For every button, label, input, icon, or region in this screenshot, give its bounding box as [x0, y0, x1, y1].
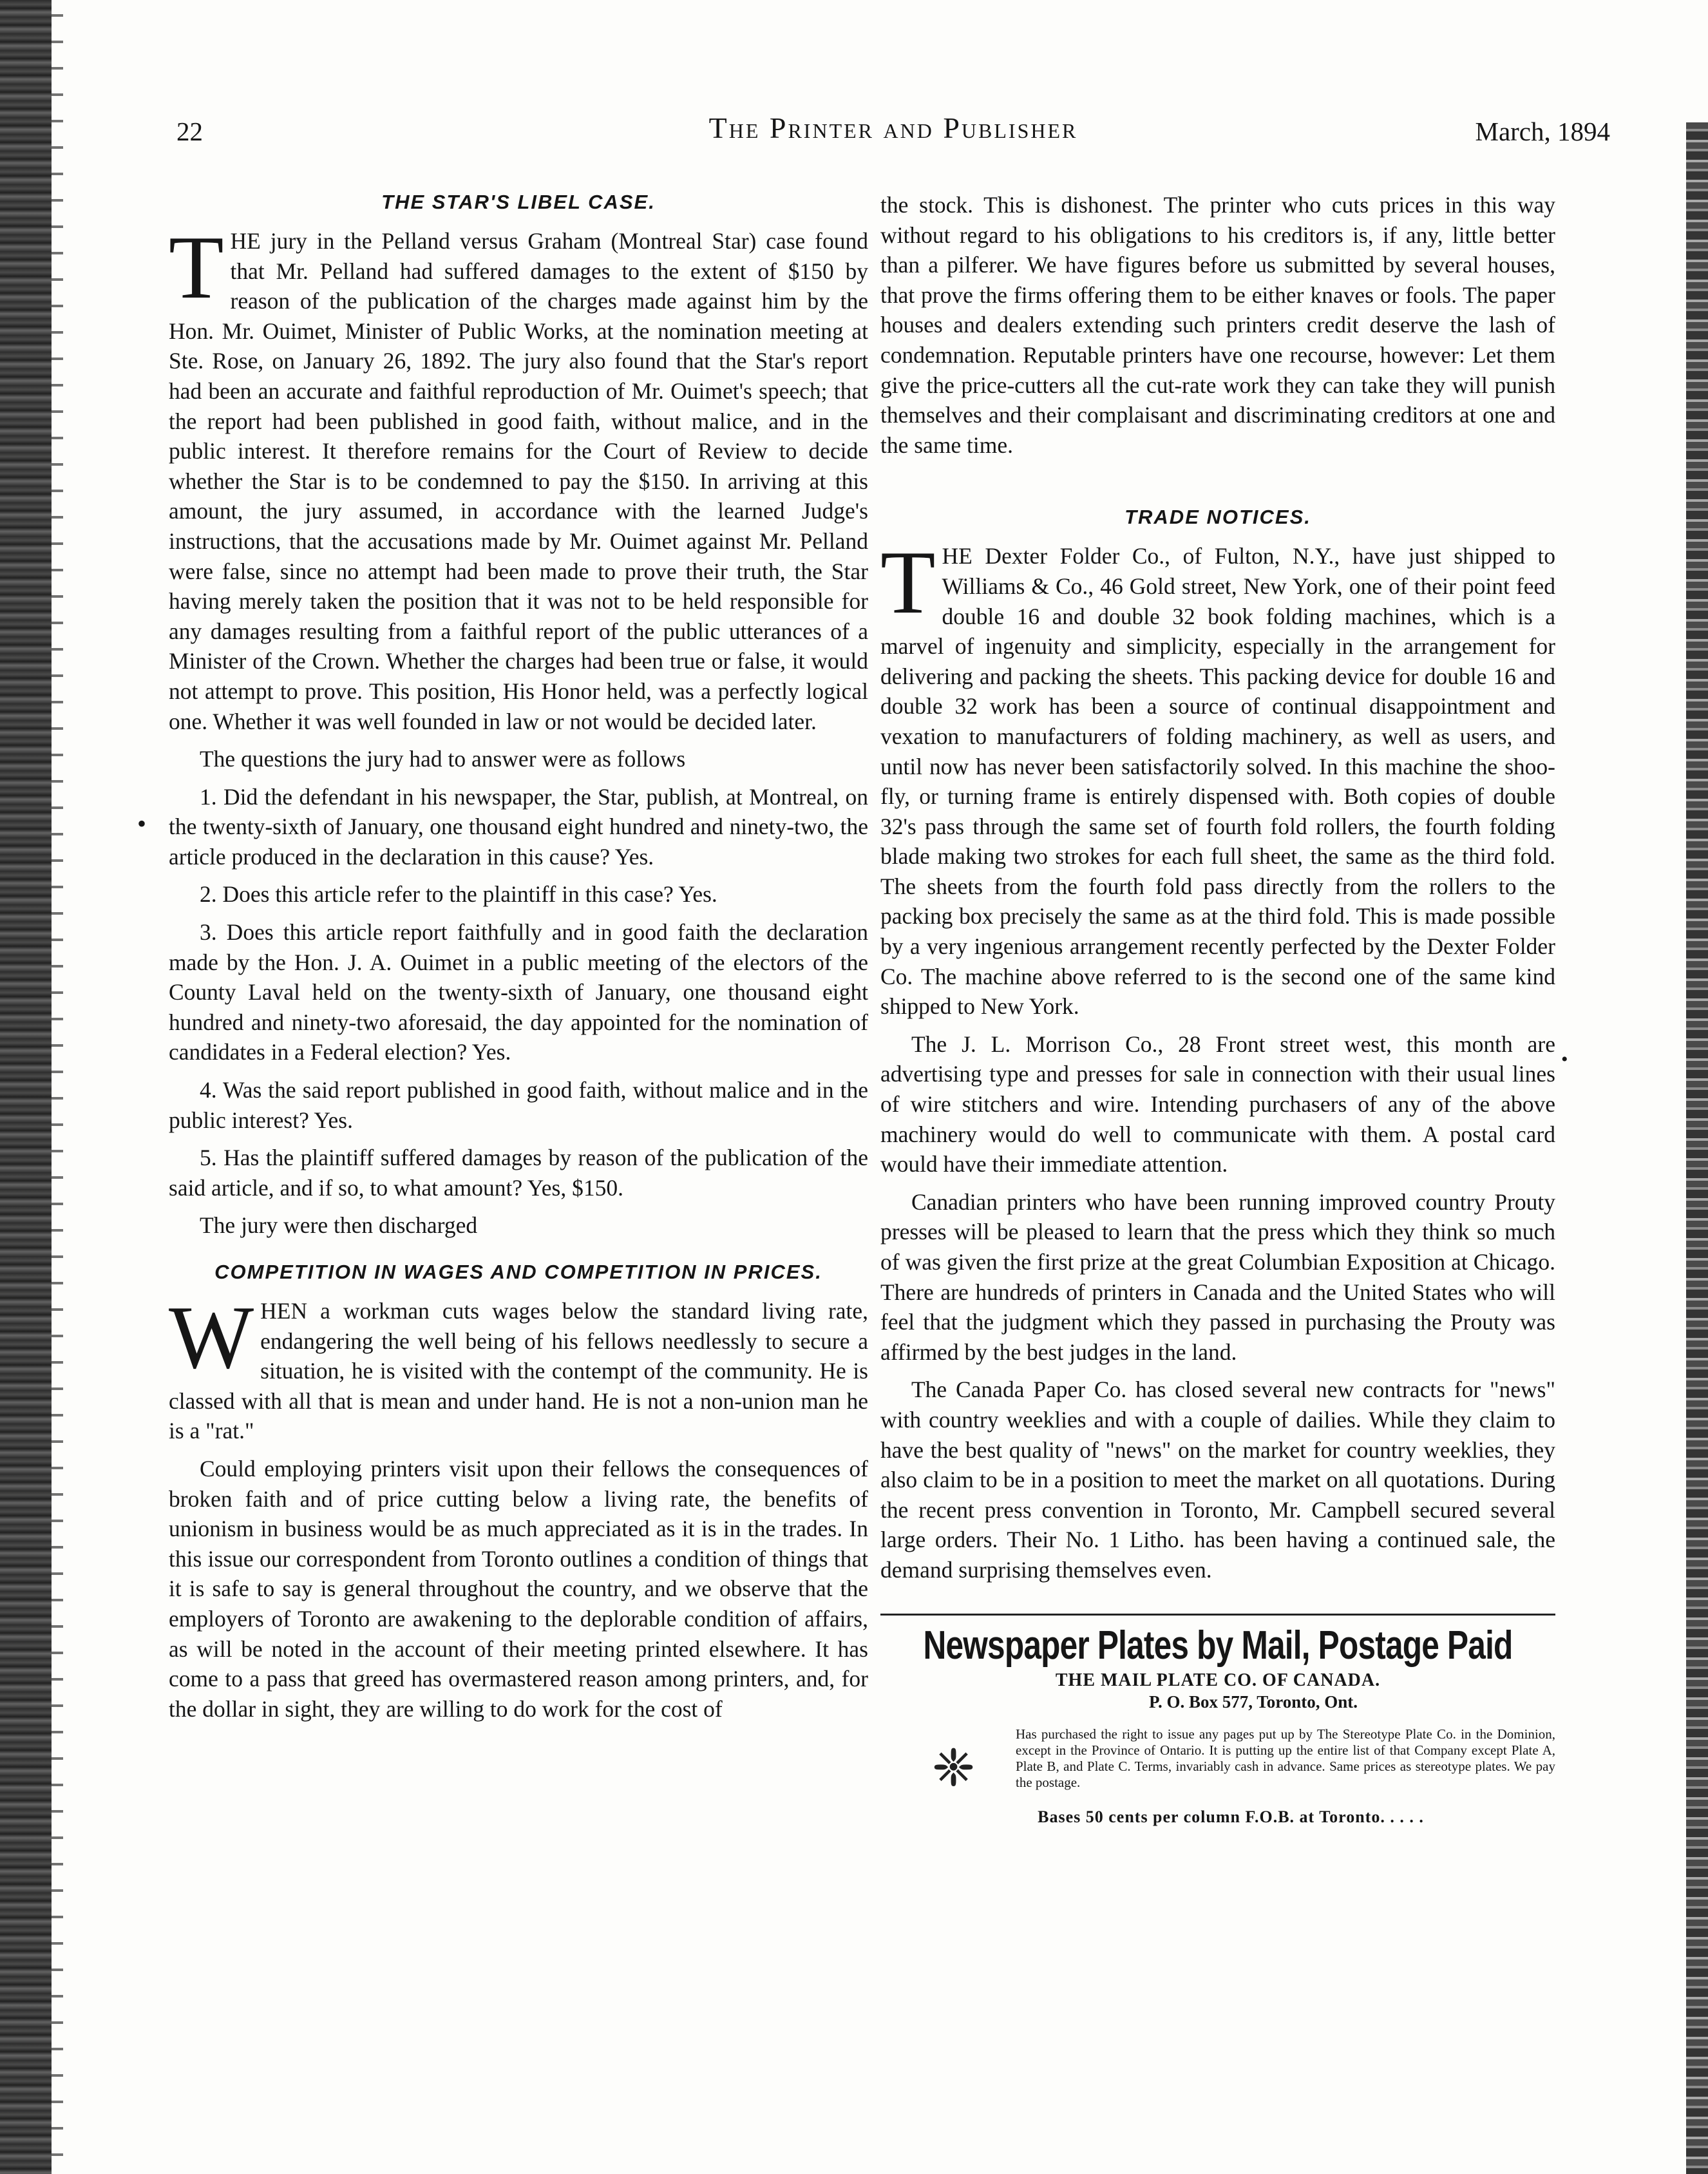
- stray-mark: •: [1561, 1049, 1568, 1070]
- ad-headline: Newspaper Plates by Mail, Postage Paid: [923, 1623, 1513, 1668]
- scan-binding-shadow: [52, 0, 63, 2174]
- issue-date: March, 1894: [1475, 117, 1610, 146]
- drop-cap: T: [880, 533, 936, 633]
- ad-body-text: Has purchased the right to issue any pages put up by The Stereotype Plate Co. in the Dominion, except in the Province of Ontario. It is putting up the entire list of that Company except Plate A, Plate B, and Plate C. Terms, invariably cash in advance. Same prices as stereotype plates. We pay the postage.: [1016, 1726, 1555, 1791]
- trade-paragraph-3: Canadian printers who have been running improved country Prouty presses will be pleased to learn that the press which they think so much of was given the first prize at the great Columbian Exposition at Chicago. There are hundreds of printers in Canada and the United States who will feel that the judgment which they passed in purchasing the Prouty was affirmed by the best judges in the land.: [880, 1188, 1555, 1365]
- ad-footer: Bases 50 cents per column F.O.B. at Toronto. . . . .: [1038, 1807, 1424, 1827]
- libel-question-4: 4. Was the said report published in good faith, without malice and in the public interest? Yes.: [169, 1077, 868, 1133]
- scan-binding-edge: [0, 0, 52, 2174]
- libel-question-2: 2. Does this article refer to the plaintiff in this case? Yes.: [200, 881, 717, 908]
- ad-company: THE MAIL PLATE CO. OF CANADA.: [1055, 1670, 1381, 1691]
- trade-paragraph-4: The Canada Paper Co. has closed several new contracts for "news" with country weeklies and with a couple of dailies. While they claim to have the best quality of "news" on the market for country weeklies, they also claim to be in a position to meet the market on all quotations. During the recent press convention in Toronto, Mr. Campbell secured several large orders. Their No. 1 Litho. has been having a continued sale, the demand surprising themselves even.: [880, 1377, 1555, 1583]
- competition-continued: the stock. This is dishonest. The printer who cuts prices in this way without regard to his obligations to his creditors is, if any, little better than a pilferer. We have figures before us submitted by several houses, that prove the firms offering them to be either knaves or fools. The paper houses and dealers extending such printers credit deserve the lash of condemnation. Reputable printers have one recourse, however: Let them give the price-cutters all the cut-rate work they can take they will punish themselves and their complaisant and discriminating creditors at one and the same time.: [880, 192, 1555, 458]
- competition-heading: COMPETITION IN WAGES AND COMPETITION IN PRICES.: [214, 1261, 822, 1283]
- libel-heading: THE STAR'S LIBEL CASE.: [381, 191, 656, 213]
- competition-paragraph-2: Could employing printers visit upon their fellows the consequences of broken faith and of price cutting below a living rate, the benefits of unionism in business would be as much appreciated as it is in the trades. In this issue our correspondent from Toronto outlines a condition of things that it is safe to say is general throughout the country, and we observe that the employers of Toronto are awakening to the deplorable condition of affairs, as will be noted in the account of their meeting printed elsewhere. It has come to a pass that greed has overmastered reason among printers, and, for the dollar in sight, they are willing to do work for the cost of: [169, 1455, 868, 1722]
- libel-paragraph-1: THE jury in the Pelland versus Graham (Montreal Star) case found that Mr. Pelland had suffered damages to the extent of $150 by reason of the publication of the charges made against him by the Hon. Mr. Ouimet, Minister of Public Works, at the nomination meeting at Ste. Rose, on January 26, 1892. The jury also found that the Star's report had been an accurate and faithful reproduction of Mr. Ouimet's speech; that the report had been published in good faith, without malice, and in the public interest. It therefore remains for the Court of Review to decide whether the Star is to be condemned to pay the $150. In arriving at this amount, the jury assumed, in accordance with the learned Judge's instructions, that the accusations made by Mr. Ouimet against Mr. Pelland were false, since no attempt had been made to prove their truth, the Star having merely taken the position that it was not to be held responsible for any damages resulting from a faithful report of the public utterances of a Minister of the Crown. Whether the charges had been true or false, it would not attempt to prove. This position, His Honor held, was a perfectly logical one. Whether it was well founded in law or not would be decided later.: [169, 218, 868, 734]
- ad-divider: [880, 1614, 1555, 1616]
- libel-question-5: 5. Has the plaintiff suffered damages by reason of the publication of the said article, and if so, to what amount? Yes, $150.: [169, 1145, 868, 1201]
- trade-paragraph-1: THE Dexter Folder Co., of Fulton, N.Y., have just shipped to Williams & Co., 46 Gold street, New York, one of their point feed double 16 and double 32 book folding machines, which is a marvel of ingenuity and simplicity, especially in the arrangement for delivering and packing the sheets. This packing device for double 16 and double 32 work has been a source of continual disappointment and vexation to manufacturers of folding machinery, as well as users, and until now has never been satisfactorily solved. In this machine the shoo-fly, or turning frame is entirely dispensed with. Both copies of double 32's pass through the same set of fourth fold rollers, the fourth folding blade making two strokes for each full sheet, the same as the third fold. The sheets from the fourth fold pass directly from the rollers to the packing box precisely the same as at the third fold. This is made possible by a very ingenious arrangement recently perfected by the Dexter Folder Co. The machine above referred to is the second one of the same kind shipped to New York.: [880, 533, 1555, 1020]
- libel-question-1: 1. Did the defendant in his newspaper, the Star, publish, at Montreal, on the twenty-sixth of January, one thousand eight hundred and ninety-two, the article produced in the declaration in this cause? Yes.: [169, 783, 868, 870]
- drop-cap: W: [169, 1288, 254, 1387]
- libel-paragraph-2: The questions the jury had to answer were as follows: [200, 746, 686, 772]
- competition-paragraph-1: WHEN a workman cuts wages below the standard living rate, endangering the well being of his fellows needlessly to secure a situation, he is visited with the contempt of the community. He is classed with all that is mean and under hand. He is not a non-union man he is a "rat.": [169, 1288, 868, 1444]
- libel-paragraph-3: The jury were then discharged: [200, 1212, 478, 1239]
- trade-heading: TRADE NOTICES.: [1124, 506, 1311, 529]
- left-column: [169, 190, 868, 1724]
- running-header: [176, 111, 1610, 149]
- stray-mark: •: [137, 809, 147, 838]
- trade-paragraph-2: The J. L. Morrison Co., 28 Front street west, this month are advertising type and presses for sale in connection with their usual lines of wire stitchers and wire. Intending purchasers of any of the above machinery would do well to communicate with them. A postal card would have their immediate attention.: [880, 1031, 1555, 1178]
- page-number: 22: [176, 117, 203, 146]
- advertisement: [880, 1623, 1555, 1833]
- scan-right-edge: [1686, 122, 1708, 2174]
- publication-title: The Printer and Publisher: [708, 111, 1078, 144]
- ad-body: [880, 1726, 1555, 1798]
- ornament-icon: ❈: [932, 1740, 976, 1798]
- libel-question-3: 3. Does this article report faithfully and in good faith the declaration made by the Hon. J. A. Ouimet in a public meeting of the electors of the County Laval held on the twenty-sixth of January, one thousand eight hundred and ninety-two aforesaid, the day appointed for the nomination of candidates in a Federal election? Yes.: [169, 919, 868, 1065]
- right-column: [880, 190, 1555, 1833]
- ad-address: P. O. Box 577, Toronto, Ont.: [1148, 1692, 1358, 1712]
- drop-cap: T: [169, 218, 224, 318]
